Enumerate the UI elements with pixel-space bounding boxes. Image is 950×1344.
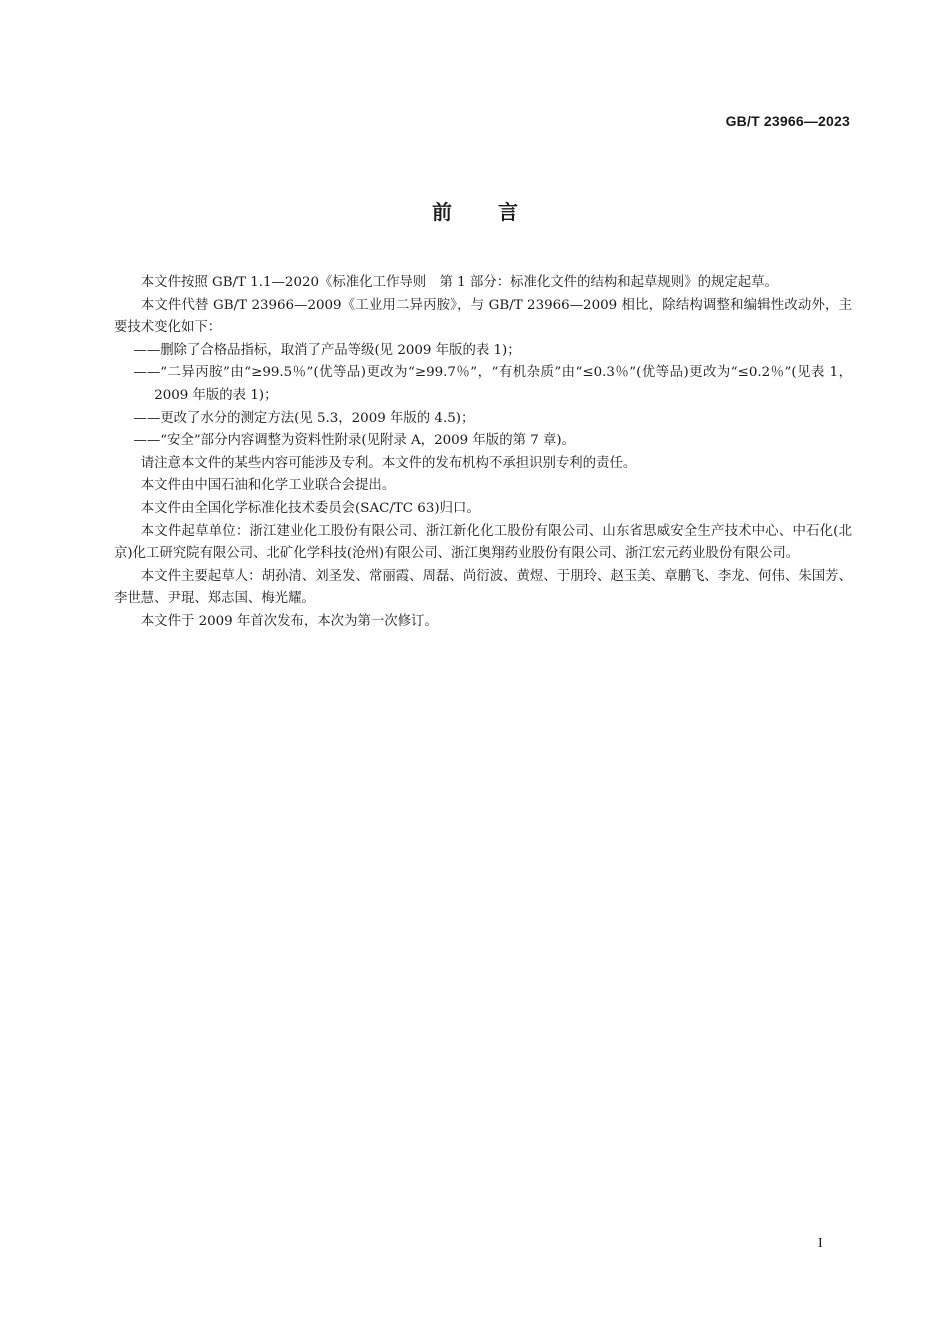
change-item: ——更改了水分的测定方法(见 5.3，2009 年版的 4.5)； <box>133 410 475 426</box>
paragraph-drafters: 本文件主要起草人：胡孙清、刘圣发、常丽霞、周磊、尚衍波、黄煜、于朋玲、赵玉美、章鹏飞、李龙、何伟、朱国芳、李世慧、尹琨、郑志国、梅光耀。 <box>114 568 852 607</box>
foreword-body <box>114 272 852 634</box>
paragraph-drafting-rules: 本文件按照 GB/T 1.1—2020《标准化工作导则 第 1 部分：标准化文件的结构和起草规则》的规定起草。 <box>140 275 778 290</box>
paragraph-centralized-by: 本文件由全国化学标准化技术委员会(SAC/TC 63)归口。 <box>140 500 480 516</box>
standard-number: GB/T 23966—2023 <box>725 113 850 129</box>
change-item: ——删除了合格品指标，取消了产品等级(见 2009 年版的表 1)； <box>133 342 521 358</box>
paragraph-history: 本文件于 2009 年首次发布，本次为第一次修订。 <box>140 613 438 629</box>
change-item: ——“安全”部分内容调整为资料性附录(见附录 A，2009 年版的第 7 章)。 <box>133 433 576 449</box>
page-title: 前言 <box>432 200 564 224</box>
page-number: I <box>818 1236 823 1251</box>
paragraph-proposed-by: 本文件由中国石油和化学工业联合会提出。 <box>140 478 396 494</box>
paragraph-drafting-units: 本文件起草单位：浙江建业化工股份有限公司、浙江新化化工股份有限公司、山东省思威安全生产技术中心、中石化(北京)化工研究院有限公司、北矿化学科技(沧州)有限公司、浙江奥翔药业股份有限公司、浙江宏元药业股份有限公司。 <box>114 523 852 562</box>
paragraph-patent-notice: 请注意本文件的某些内容可能涉及专利。本文件的发布机构不承担识别专利的责任。 <box>140 455 637 471</box>
change-item: ——“二异丙胺”由“≥99.5％”(优等品)更改为“≥99.7％”，“有机杂质”由“≤0.3％”(优等品)更改为“≤0.2％”(见表 1，2009 年版的表 1)； <box>133 365 852 403</box>
paragraph-replaces: 本文件代替 GB/T 23966—2009《工业用二异丙胺》，与 GB/T 23966—2009 相比，除结构调整和编辑性改动外，主要技术变化如下： <box>114 297 852 336</box>
